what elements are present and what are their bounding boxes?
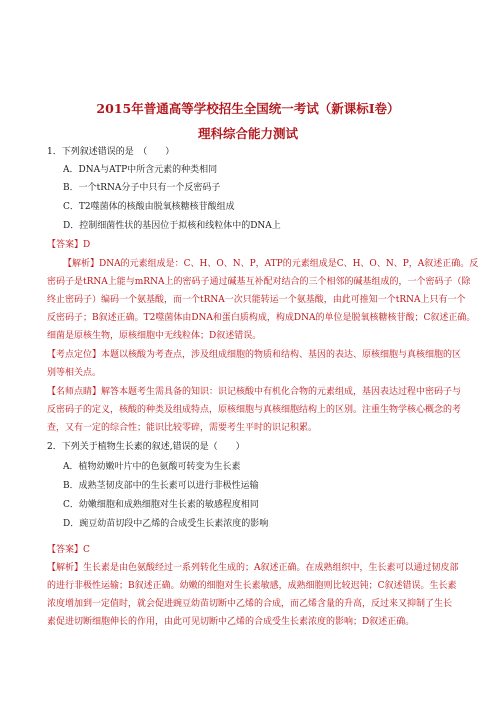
question-1-comment-line: 反密码子的定义，核酸的种类及组成特点，原核细胞与真核细胞结构上的区别。注重生物学核心概念的考: [47, 405, 462, 415]
question-2-stem: 2．下列关于植物生长素的叙述,错误的是（ ）: [47, 442, 245, 452]
question-2-answer: 【答案】C: [47, 545, 90, 555]
question-1-explanation-line: 终止密码子）编码一个氨基酸，而一个tRNA一次只能转运一个氨基酸，由此可推知一个tRNA上只有一个: [47, 295, 466, 305]
question-1-explanation-line: 密码子是tRNA上能与mRNA上的密码子通过碱基互补配对结合的三个相邻的碱基组成的，一个密码子（除: [47, 277, 471, 287]
question-1-comment-line: 【名师点睛】解答本题考生需具备的知识：识记核酸中有机化合物的元素组成，基因表达过程中密码子与: [47, 387, 462, 397]
question-1-option-b: B．一个tRNA分子中只有一个反密码子: [63, 183, 221, 193]
question-1-explanation-line: 反密码子；B叙述正确。T2噬菌体由DNA和蛋白质构成，构成DNA的单位是脱氧核糖核苷酸；C叙述正确。: [47, 313, 476, 323]
question-1-focus-line: 别等相关点。: [47, 368, 102, 378]
question-1-option-d: D．控制细菌性状的基因位于拟核和线粒体中的DNA上: [63, 221, 281, 231]
page-title: 2015年普通高等学校招生全国统一考试（新课标Ⅰ卷）: [96, 101, 400, 116]
question-2-option-d: D．豌豆幼苗切段中乙烯的合成受生长素浓度的影响: [63, 519, 269, 529]
question-2-explanation-line: 浓度增加到一定值时，就会促进豌豆幼苗切断中乙烯的合成，而乙烯含量的升高，反过来又抑制了生长: [47, 599, 453, 609]
question-1-stem: 1．下列叙述错误的是 （ ）: [47, 147, 175, 157]
question-1-answer: 【答案】D: [47, 240, 91, 250]
question-1-explanation-line: 细菌是原核生物，原核细胞中无线粒体；D叙述错误。: [47, 331, 262, 341]
question-2-explanation-line: 的进行非极性运输；B叙述正确。幼嫩的细胞对生长素敏感，成熟细胞则比较迟钝；C叙述错误。生长素: [47, 581, 457, 591]
question-1-option-c: C．T2噬菌体的核酸由脱氧核糖核苷酸组成: [63, 202, 235, 212]
question-2-option-c: C．幼嫩细胞和成熟细胞对生长素的敏感程度相同: [63, 500, 259, 510]
page-subtitle: 理科综合能力测试: [197, 126, 298, 141]
question-2-option-a: A．植物幼嫩叶片中的色氨酸可转变为生长素: [63, 462, 241, 472]
question-2-option-b: B．成熟茎韧皮部中的生长素可以进行非极性运输: [63, 481, 259, 491]
question-2-explanation-line: 素促进切断细胞伸长的作用，由此可见切断中乙烯的合成受生长素浓度的影响；D叙述正确。: [47, 617, 415, 627]
question-1-explanation-line: 【解析】DNA的元素组成是：C、H、O、N、P，ATP的元素组成是C、H、O、N、P，A叙述正确。反: [63, 259, 479, 269]
question-1-focus-line: 【考点定位】本题以核酸为考查点，涉及组成细胞的物质和结构、基因的表达、原核细胞与真核细胞的区: [47, 350, 462, 360]
question-1-option-a: A．DNA与ATP中所含元素的种类相同: [63, 165, 218, 175]
question-1-comment-line: 查，又有一定的综合性；能识比较零碎，需要考生平时的识记积累。: [47, 423, 318, 433]
question-2-explanation-line: 【解析】生长素是由色氨酸经过一系列转化生成的；A叙述正确。在成熟组织中，生长素可以通过韧皮部: [47, 563, 459, 573]
